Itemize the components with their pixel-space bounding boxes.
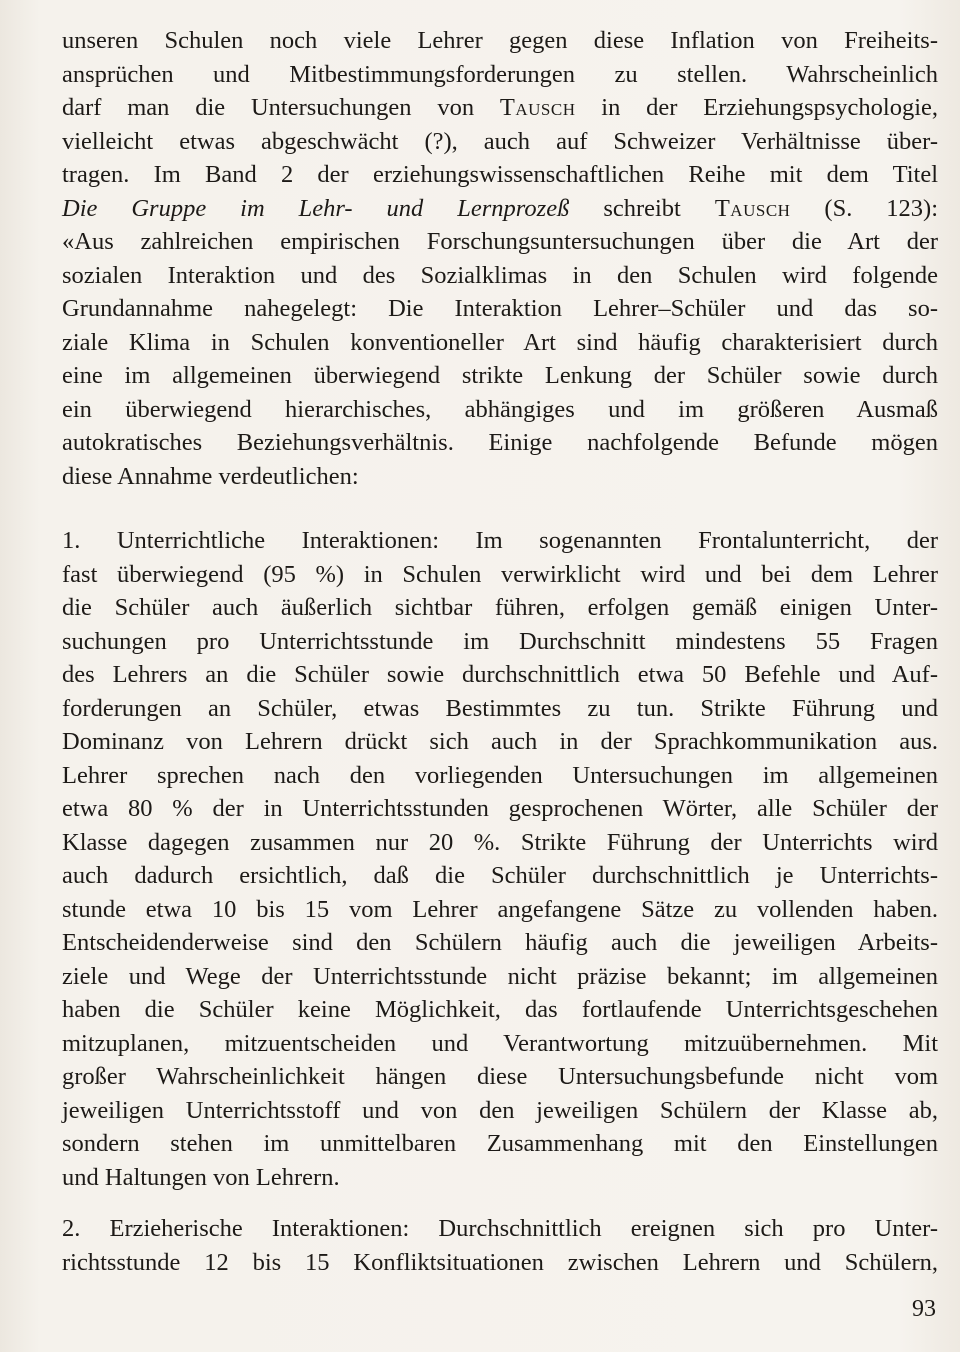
text-line: Dominanz von Lehrern drückt sich auch in der Sprachkommunikation aus. xyxy=(62,728,938,755)
text-line: 1. Unterrichtliche Interaktionen: Im sogenannten Frontalunterricht, der xyxy=(62,527,938,554)
text-line: ein überwiegend hierarchisches, abhängiges und im größeren Ausmaß xyxy=(62,395,938,423)
text-line: autokratisches Beziehungsverhältnis. Einige nachfolgende Befunde mögen xyxy=(62,429,938,456)
text-line: haben die Schüler keine Möglichkeit, das fortlaufende Unterrichtsgeschehen xyxy=(62,996,938,1023)
paragraph-gap xyxy=(62,493,938,524)
text-line: eine im allgemeinen überwiegend strikte Lenkung der Schüler sowie durch xyxy=(62,362,938,389)
body-text xyxy=(62,24,938,1279)
text-line: ziale Klima in Schulen konventioneller Art sind häufig charakterisiert durch xyxy=(62,328,938,356)
text-line: tragen. Im Band 2 der erziehungswissenschaftlichen Reihe mit dem Titel xyxy=(62,161,938,188)
text-line: sozialen Interaktion und des Sozialklimas in den Schulen wird folgende xyxy=(62,261,938,289)
paragraph-item-2 xyxy=(62,1212,938,1279)
text-segment: schreibt xyxy=(569,194,715,222)
text-line: ziele und Wege der Unterrichtsstunde nicht präzise bekannt; im allgemeinen xyxy=(62,962,938,990)
text-line: richtsstunde 12 bis 15 Konfliktsituationen zwischen Lehrern und Schülern, xyxy=(62,1248,938,1276)
text-segment: (S. 123): xyxy=(790,194,938,222)
text-line: auch dadurch ersichtlich, daß die Schüler durchschnittlich je Unterrichts- xyxy=(62,862,938,889)
text-line: vielleicht etwas abgeschwächt (?), auch auf Schweizer Verhältnisse über- xyxy=(62,127,938,155)
text-line: stunde etwa 10 bis 15 vom Lehrer angefangene Sätze zu vollenden haben. xyxy=(62,895,938,923)
text-line: die Schüler auch äußerlich sichtbar führen, erfolgen gemäß einigen Unter- xyxy=(62,594,938,621)
text-line: Lehrer sprechen nach den vorliegenden Untersuchungen im allgemeinen xyxy=(62,761,938,789)
text-line: ansprüchen und Mitbestimmungsforderungen zu stellen. Wahrscheinlich xyxy=(62,60,938,88)
text-line: mitzuplanen, mitzuentscheiden und Verantwortung mitzuübernehmen. Mit xyxy=(62,1029,938,1057)
text-line: Klasse dagegen zusammen nur 20 %. Strikte Führung der Unterrichts wird xyxy=(62,828,938,856)
author-name-smallcaps: Tausch xyxy=(499,94,576,121)
text-line: 2. Erzieherische Interaktionen: Durchschnittlich ereignen sich pro Unter- xyxy=(62,1215,938,1242)
paragraph-gap xyxy=(62,1194,938,1212)
text-line: Grundannahme nahegelegt: Die Interaktion Lehrer–Schüler und das so- xyxy=(62,295,938,322)
paragraph-intro xyxy=(62,24,938,493)
text-line: suchungen pro Unterrichtsstunde im Durchschnitt mindestens 55 Fragen xyxy=(62,627,938,655)
text-line: sondern stehen im unmittelbaren Zusammenhang mit den Einstellungen xyxy=(62,1130,938,1157)
author-name-smallcaps: Tausch xyxy=(714,194,791,222)
text-segment: darf man die Untersuchungen von xyxy=(62,94,500,121)
text-line: Entscheidenderweise sind den Schülern häufig auch die jeweiligen Arbeits- xyxy=(62,929,938,956)
text-line: unseren Schulen noch viele Lehrer gegen diese Inflation von Freiheits- xyxy=(62,27,938,54)
text-line: diese Annahme verdeutlichen: xyxy=(62,462,359,490)
paragraph-item-1 xyxy=(62,524,938,1194)
text-line xyxy=(62,192,938,226)
text-line xyxy=(62,91,938,125)
book-title-italic: Die Gruppe im Lehr- und Lernprozeß xyxy=(62,194,570,222)
text-segment: in der Erziehungspsychologie, xyxy=(575,94,938,121)
text-line: und Haltungen von Lehrern. xyxy=(62,1163,340,1191)
text-line: jeweiligen Unterrichtsstoff und von den jeweiligen Schülern der Klasse ab, xyxy=(62,1096,938,1124)
text-line: forderungen an Schüler, etwas Bestimmtes zu tun. Strikte Führung und xyxy=(62,694,938,722)
text-line: etwa 80 % der in Unterrichtsstunden gesprochenen Wörter, alle Schüler der xyxy=(62,795,938,822)
text-line: «Aus zahlreichen empirischen Forschungsuntersuchungen über die Art der xyxy=(62,228,938,255)
text-line: des Lehrers an die Schüler sowie durchschnittlich etwa 50 Befehle und Auf- xyxy=(62,661,938,688)
text-line: großer Wahrscheinlichkeit hängen diese Untersuchungsbefunde nicht vom xyxy=(62,1063,938,1090)
page-number: 93 xyxy=(912,1296,936,1322)
text-line: fast überwiegend (95 %) in Schulen verwirklicht wird und bei dem Lehrer xyxy=(62,560,938,588)
